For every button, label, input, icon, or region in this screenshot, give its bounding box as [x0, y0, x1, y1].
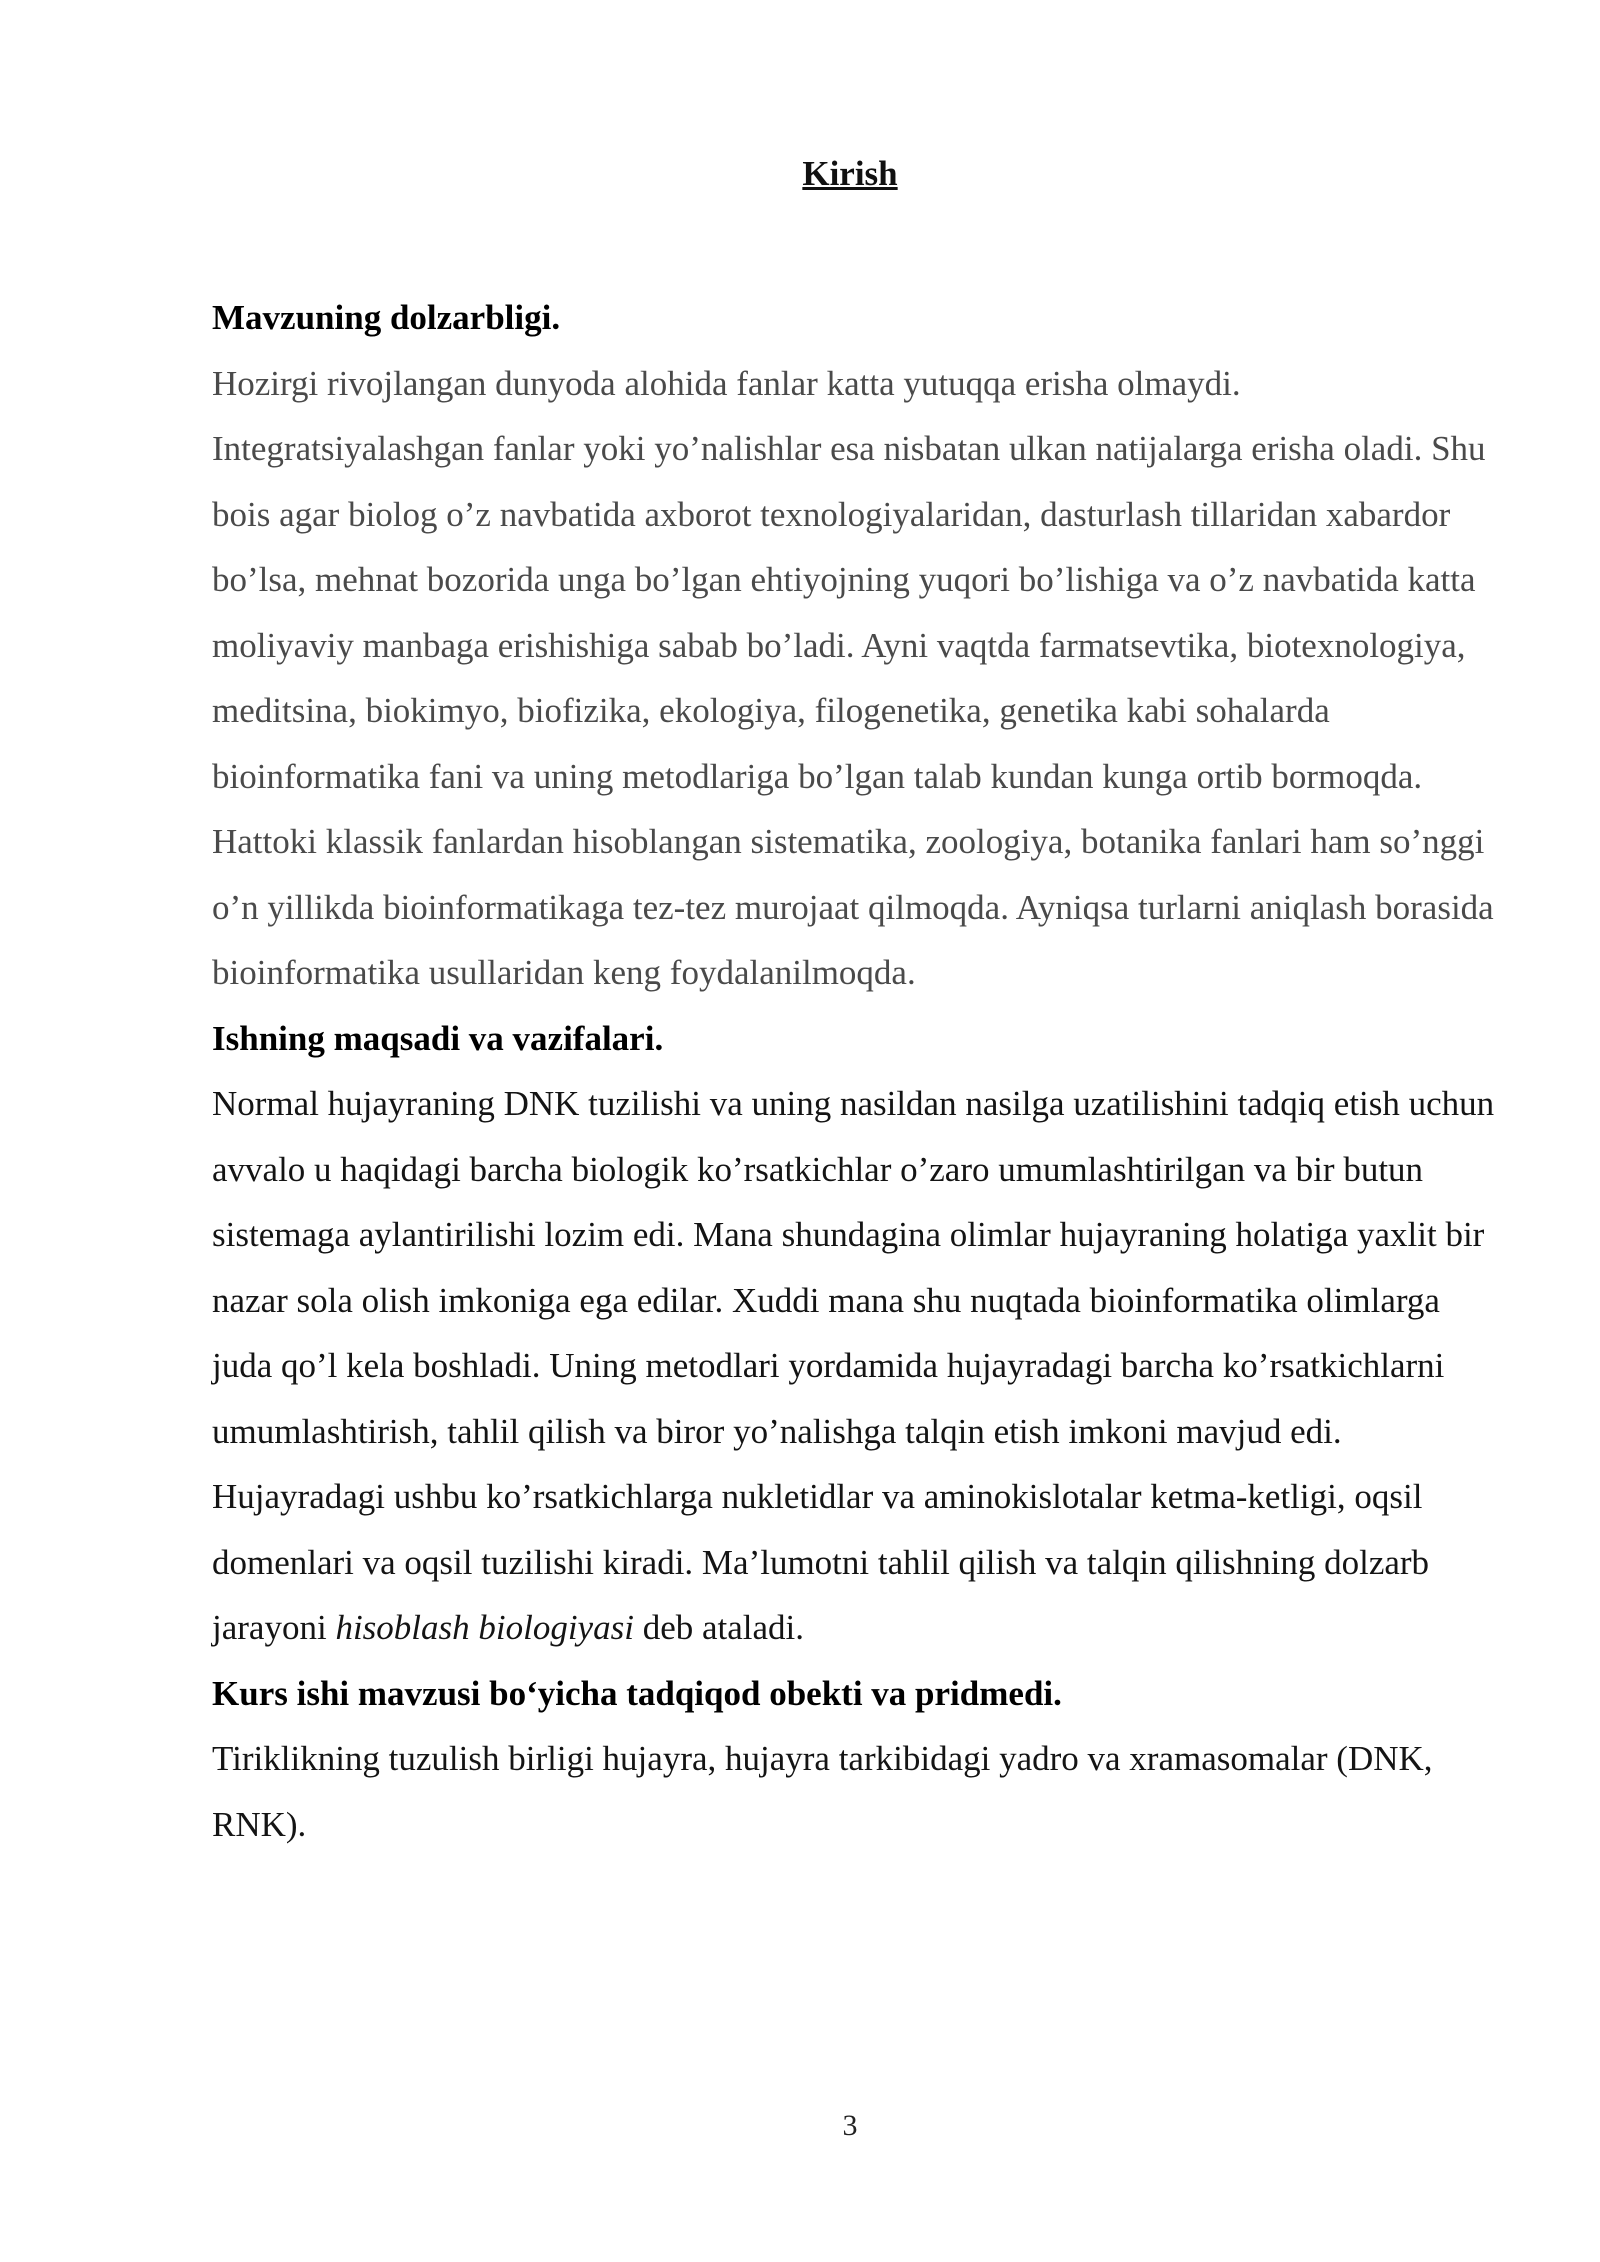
page-title: Kirish: [802, 154, 898, 193]
section-heading-goals: Ishning maqsadi va vazifalari.: [212, 1018, 664, 1058]
goals-text-before: Normal hujayraning DNK tuzilishi va uning nasildan nasilga uzatilishini tadqiq etish uchun avvalo u haqidagi barcha biologik ko’rsatkichlar o’zaro umumlashtirilgan va bir butun sistemaga aylantirilishi lozim edi. Mana shundagina olimlar hujayraning holatiga yaxlit bir nazar sola olish imkoniga ega edilar. Xuddi mana shu nuqtada bioinformatika olimlarga juda qo’l kela boshladi. Uning metodlari yordamida hujayradagi barcha ko’rsatkichlarni umumlashtirish, tahlil qilish va biror yo’nalishga talqin etish imkoni mavjud edi. Hujayradagi ushbu ko’rsatkichlarga nukletidlar va aminokislotalar ketma-ketligi, oqsil domenlari va oqsil tuzilishi kiradi. Ma’lumotni tahlil qilish va talqin qilishning dolzarb jarayoni: [212, 1084, 1495, 1647]
document-body: [212, 285, 1502, 1857]
section-heading-relevance: Mavzuning dolzarbligi.: [212, 298, 561, 337]
page-number: 3: [842, 2109, 858, 2142]
section-heading-object: Kurs ishi mavzusi bo‘yicha tadqiqod obekti va pridmedi.: [212, 1673, 1062, 1713]
section-paragraph-relevance: Hozirgi rivojlangan dunyoda alohida fanlar katta yutuqqa erisha olmaydi. Integratsiyalashgan fanlar yoki yo’nalishlar esa nisbatan ulkan natijalarga erisha oladi. Shu bois agar biolog o’z navbatida axborot texnologiyalaridan, dasturlash tillaridan xabardor bo’lsa, mehnat bozorida unga bo’lgan ehtiyojning yuqori bo’lishiga va o’z navbatida katta moliyaviy manbaga erishishiga sabab bo’ladi. Ayni vaqtda farmatsevtika, biotexnologiya, meditsina, biokimyo, biofizika, ekologiya, filogenetika, genetika kabi sohalarda bioinformatika fani va uning metodlariga bo’lgan talab kundan kunga ortib bormoqda. Hattoki klassik fanlardan hisoblangan sistematika, zoologiya, botanika fanlari ham so’nggi o’n yillikda bioinformatikaga tez-tez murojaat qilmoqda. Ayniqsa turlarni aniqlash borasida bioinformatika usullaridan keng foydalanilmoqda.: [212, 363, 1494, 992]
section-paragraph-goals: [212, 1071, 1502, 1661]
section-paragraph-object: Tiriklikning tuzulish birligi hujayra, hujayra tarkibidagi yadro va xramasomalar (DNK, RNK).: [212, 1739, 1433, 1844]
goals-text-after: deb ataladi.: [633, 1608, 804, 1647]
italic-term: hisoblash biologiyasi: [335, 1608, 634, 1647]
